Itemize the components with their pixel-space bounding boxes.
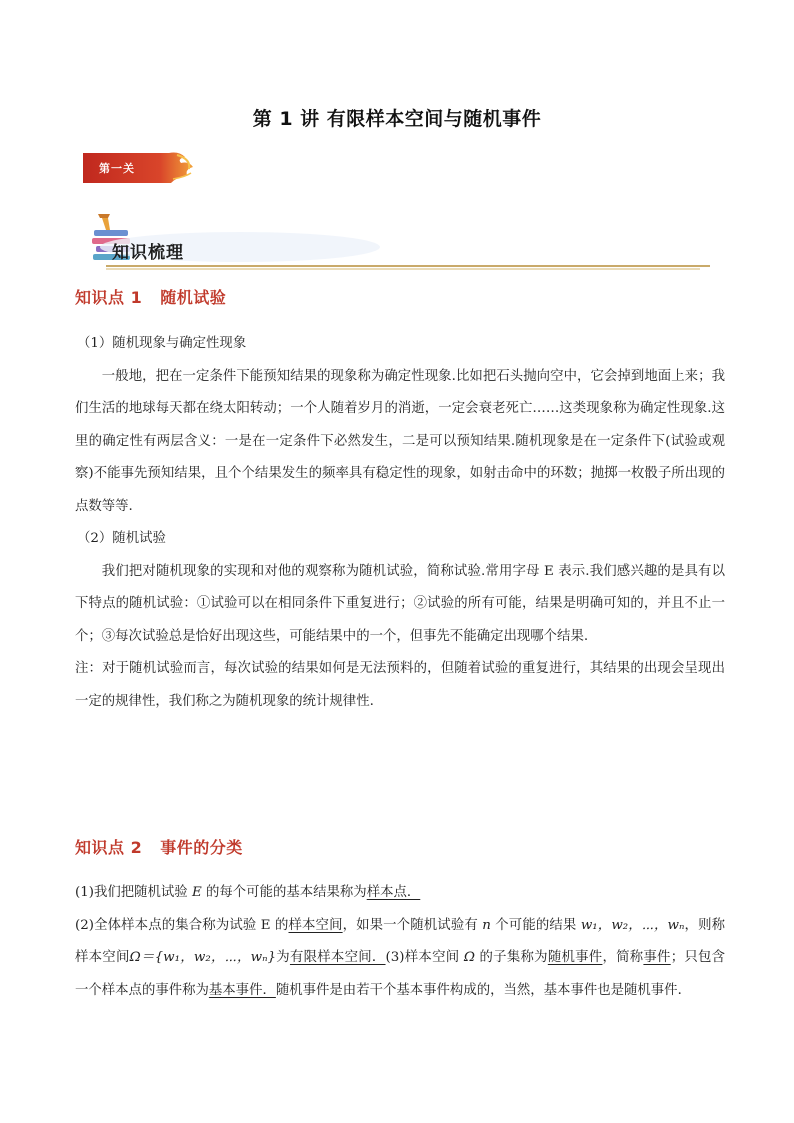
kp1-name: 随机试验	[160, 288, 227, 307]
books-icon	[90, 214, 720, 272]
math-var: n	[482, 917, 491, 933]
text-run: 随机事件是由若干个基本事件构成的，当然，基本事件也是随机事件．	[275, 982, 691, 998]
math-var: E	[191, 885, 202, 900]
math-expr: w₁，w₂，⋯，wₙ	[580, 917, 685, 933]
term-random-event: 随机事件	[547, 950, 603, 965]
math-var: Ω	[463, 950, 476, 965]
kp2-heading	[75, 835, 243, 858]
term-sample-point: 样本点．	[366, 885, 421, 900]
text-run: 为	[276, 950, 290, 965]
section-header	[90, 214, 720, 272]
kp1-heading	[75, 285, 226, 308]
kp2-line1	[75, 877, 725, 910]
kp1-note: 注：对于随机试验而言，每次试验的结果如何是无法预料的，但随着试验的重复进行，其结果的出现会呈现出一定的规律性，我们称之为随机现象的统计规律性.	[75, 661, 725, 709]
text-run: (1)我们把随机试验	[75, 885, 192, 900]
text-run: 个可能的结果	[490, 917, 581, 933]
kp1-para1: 一般地，把在一定条件下能预知结果的现象称为确定性现象.比如把石头抛向空中，它会掉到地面上来；我们生活的地球每天都在绕太阳转动；一个人随着岁月的消逝，一定会衰老死亡……这类现象称为确定性现象.这里的确定性有两层含义：一是在一定条件下必然发生，二是可以预知结果.随机现象是在一定条件下(试验或观察)不能事先预知结果，且个个结果发生的频率具有稳定性的现象，如射击命中的环数；抛掷一枚骰子所出现的点数等等.	[75, 368, 725, 514]
level-label: 第一关	[99, 162, 135, 175]
term-finite-sample-space: 有限样本空间．	[289, 950, 386, 965]
text-run: (2)全体样本点的集合称为试验 E 的	[75, 917, 289, 933]
kp1-para2: 我们把对随机现象的实现和对他的观察称为随机试验，简称试验.常用字母 E 表示.我们感兴趣的是具有以下特点的随机试验：①试验可以在相同条件下重复进行；②试验的所有可能，结果是明确可知的，并且不止一个；③每次试验总是恰好出现这些，可能结果中的一个，但事先不能确定出现哪个结果.	[75, 563, 725, 644]
text-run: ，简称	[602, 950, 644, 965]
kp1-body	[75, 328, 725, 718]
kp1-sub1-label: （1）随机现象与确定性现象	[77, 336, 247, 351]
term-basic-event: 基本事件．	[208, 982, 276, 998]
kp2-number: 知识点 2	[75, 838, 143, 857]
text-run: 的每个可能的基本结果称为	[201, 885, 367, 900]
kp2-name: 事件的分类	[160, 838, 243, 857]
kp1-number: 知识点 1	[75, 288, 143, 307]
text-run: (3)样本空间	[385, 950, 464, 965]
kp1-sub2-label: （2）随机试验	[77, 531, 166, 546]
text-run: ，则称样本空间	[75, 917, 725, 965]
level-banner	[81, 149, 197, 187]
page-title: 第 1 讲 有限样本空间与随机事件	[252, 108, 542, 130]
text-run: 的子集称为	[475, 950, 548, 965]
text-run: ；只包含一个样本点的事件称为	[75, 950, 726, 998]
term-sample-space: 样本空间	[288, 917, 343, 933]
math-expr: Ω＝{w₁，w₂，⋯，wₙ}	[129, 950, 277, 965]
term-event: 事件	[643, 950, 671, 965]
text-run: ，如果一个随机试验有	[342, 917, 483, 933]
section-title: 知识梳理	[112, 243, 184, 263]
kp2-line2	[75, 910, 725, 1008]
kp2-body	[75, 877, 725, 1007]
